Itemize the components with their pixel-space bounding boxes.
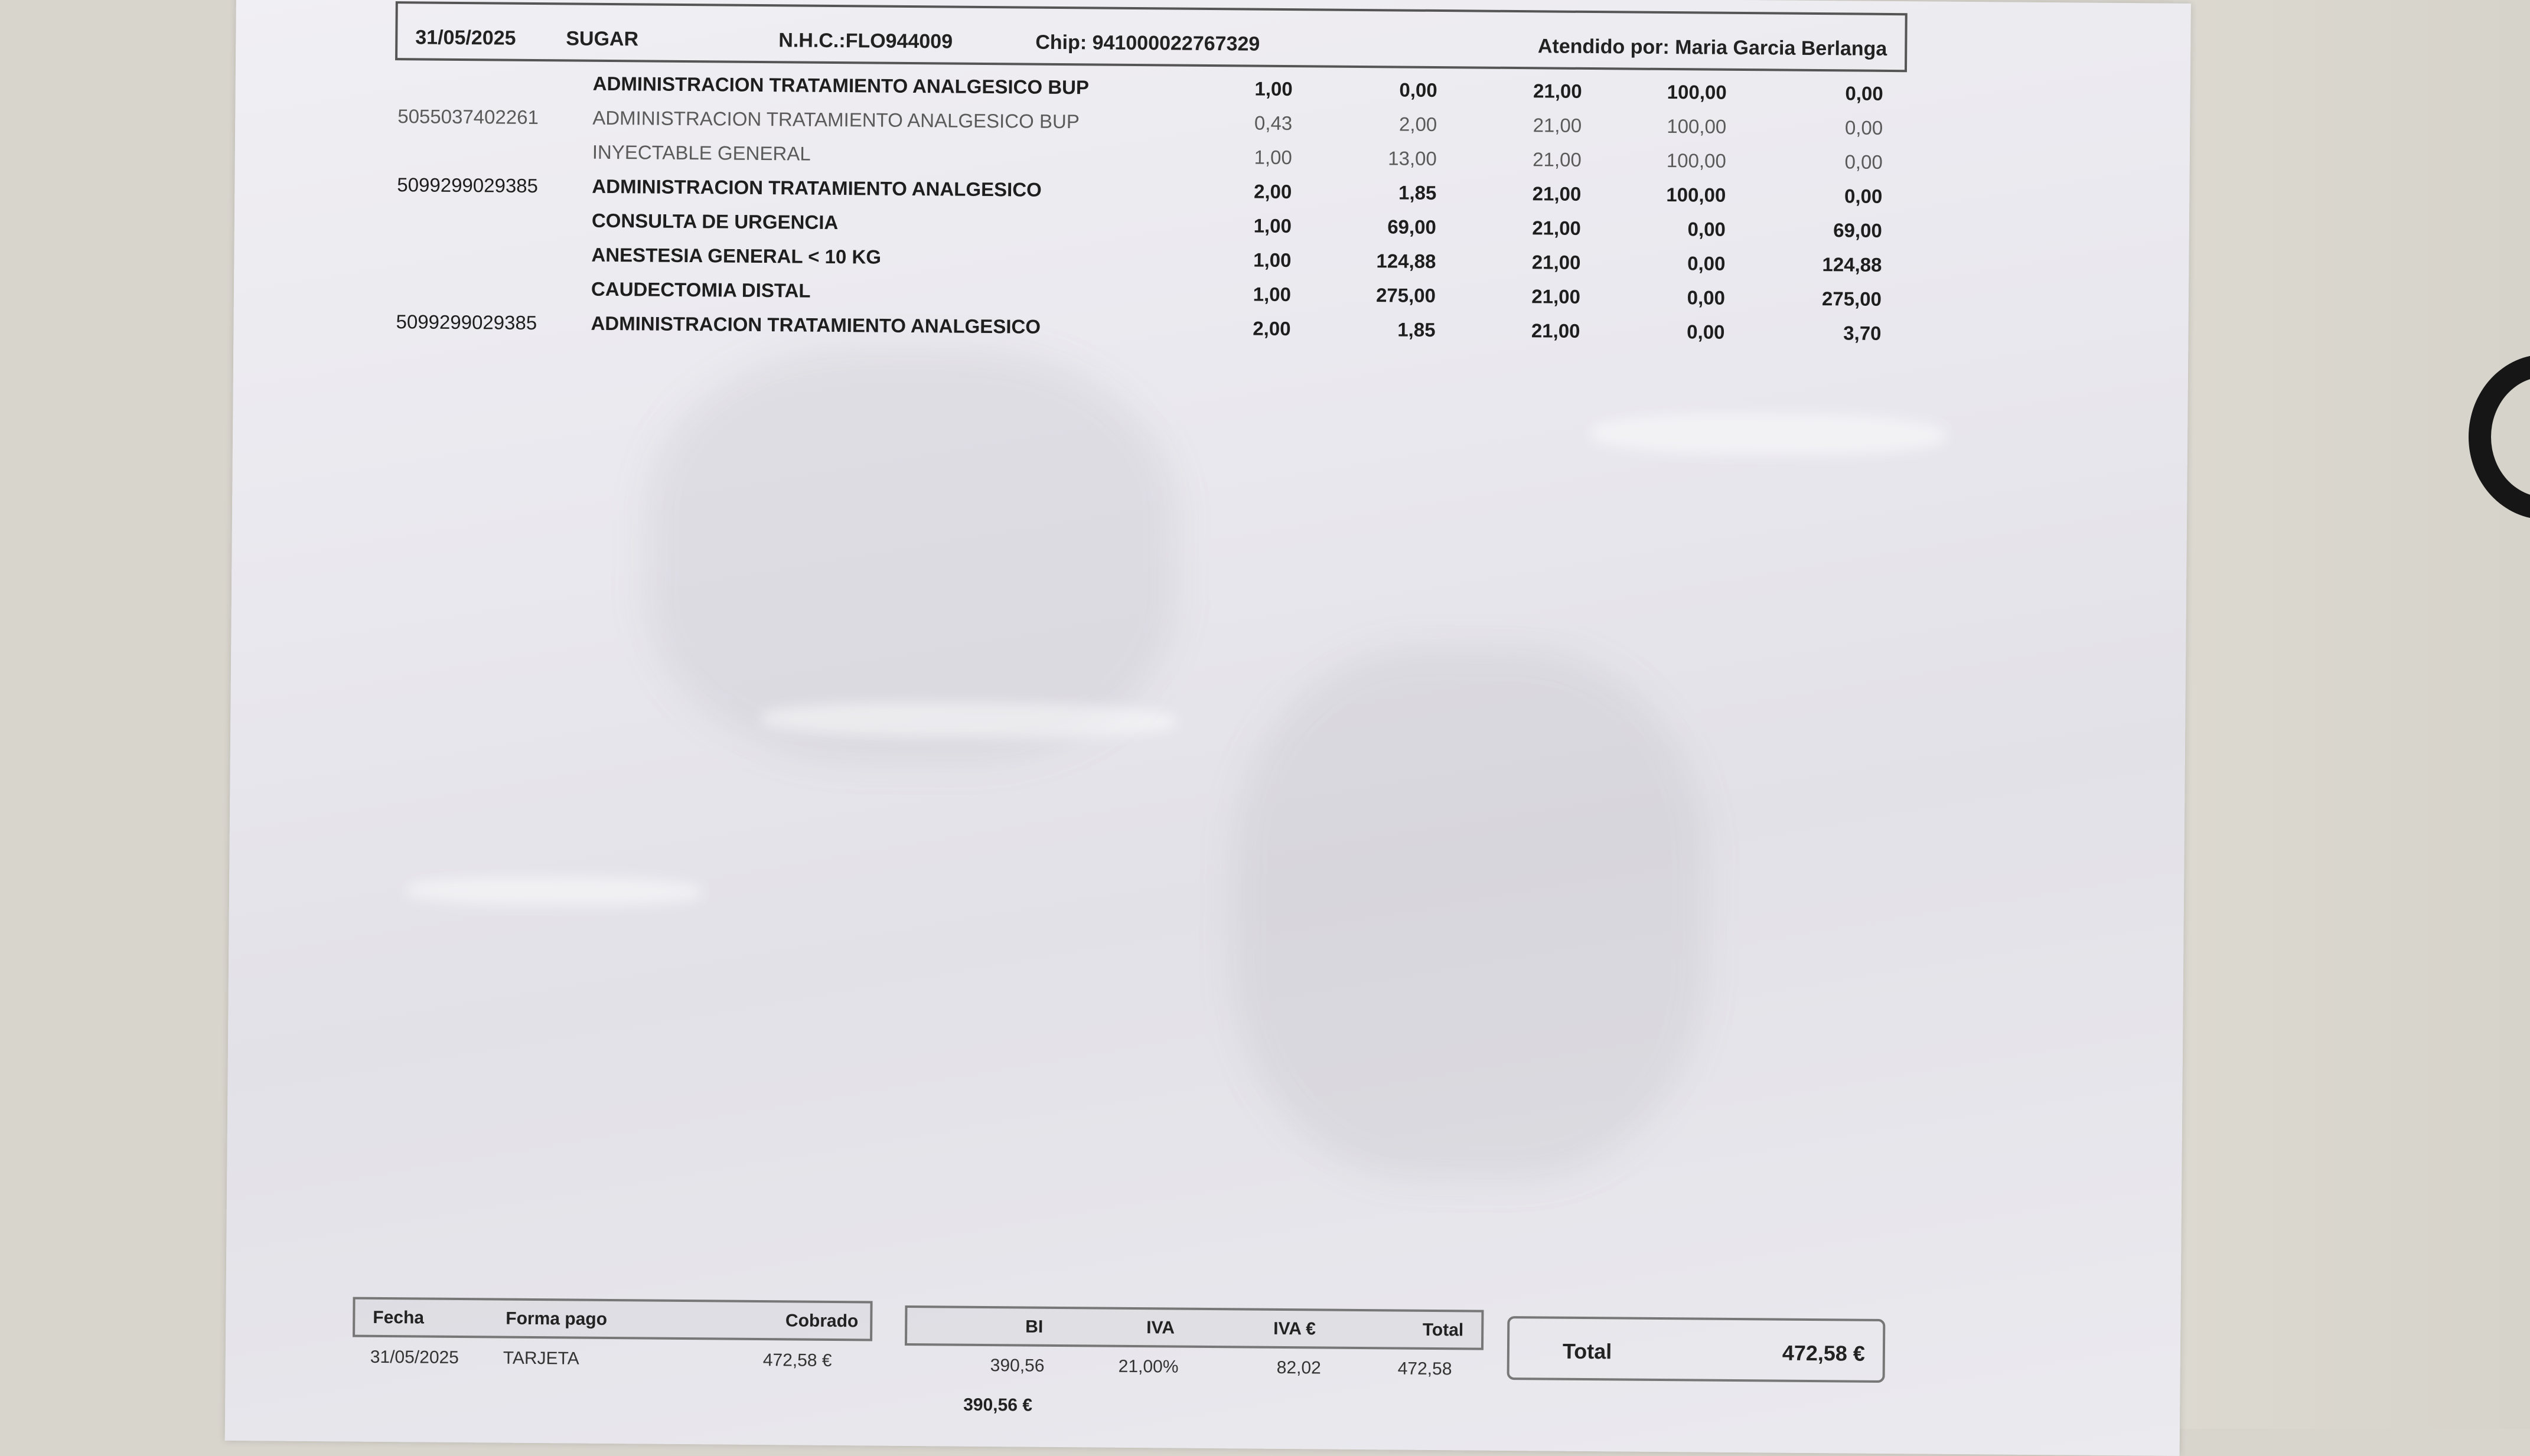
item-discount: 100,00 bbox=[1667, 115, 1727, 138]
paper-shadow bbox=[1231, 645, 1707, 1180]
desk-background bbox=[2173, 0, 2530, 1429]
header-date: 31/05/2025 bbox=[415, 26, 516, 50]
item-price: 69,00 bbox=[1387, 216, 1437, 238]
item-description: ADMINISTRACION TRATAMIENTO ANALGESICO BUP bbox=[592, 106, 1080, 133]
item-price: 2,00 bbox=[1398, 113, 1437, 135]
paper-crease bbox=[1591, 412, 1946, 456]
tax-amount-value: 82,02 bbox=[1276, 1357, 1321, 1378]
header-nhc: N.H.C.:FLO944009 bbox=[778, 29, 953, 53]
grand-total-box bbox=[1507, 1316, 1886, 1383]
item-discount: 0,00 bbox=[1687, 286, 1726, 309]
item-vat: 21,00 bbox=[1533, 148, 1582, 171]
tax-amount-header: IVA € bbox=[1273, 1318, 1316, 1339]
item-quantity: 2,00 bbox=[1253, 317, 1291, 340]
item-description: ADMINISTRACION TRATAMIENTO ANALGESICO BUP bbox=[592, 72, 1090, 99]
invoice-paper bbox=[225, 0, 2191, 1456]
tax-base-value: 390,56 bbox=[990, 1356, 1045, 1376]
payment-date-header: Fecha bbox=[373, 1307, 425, 1328]
grand-total-label: Total bbox=[1562, 1339, 1612, 1364]
item-amount: 0,00 bbox=[1844, 116, 1883, 139]
item-price: 13,00 bbox=[1388, 147, 1437, 169]
payment-method: TARJETA bbox=[503, 1348, 579, 1369]
tax-base-footer: 390,56 € bbox=[963, 1395, 1033, 1415]
payment-date: 31/05/2025 bbox=[370, 1347, 459, 1368]
item-vat: 21,00 bbox=[1531, 285, 1581, 308]
item-price: 1,85 bbox=[1398, 181, 1437, 204]
item-amount: 0,00 bbox=[1845, 82, 1883, 105]
item-quantity: 0,43 bbox=[1254, 112, 1293, 135]
item-vat: 21,00 bbox=[1532, 217, 1582, 239]
item-discount: 100,00 bbox=[1666, 184, 1726, 206]
invoice-header bbox=[395, 1, 1908, 72]
payment-method-header: Forma pago bbox=[506, 1308, 608, 1330]
item-amount: 3,70 bbox=[1843, 322, 1882, 344]
item-description: INYECTABLE GENERAL bbox=[592, 141, 811, 165]
item-quantity: 1,00 bbox=[1253, 214, 1292, 237]
paper-shadow bbox=[644, 345, 1178, 763]
grand-total-value: 472,58 € bbox=[1782, 1340, 1866, 1366]
tax-total-header: Total bbox=[1422, 1320, 1464, 1340]
item-description: ADMINISTRACION TRATAMIENTO ANALGESICO bbox=[592, 175, 1042, 201]
item-quantity: 1,00 bbox=[1254, 77, 1293, 100]
item-price: 1,85 bbox=[1397, 318, 1436, 341]
item-vat: 21,00 bbox=[1532, 182, 1582, 205]
item-amount: 275,00 bbox=[1821, 288, 1882, 310]
item-amount: 124,88 bbox=[1822, 253, 1882, 276]
header-attended-by: Atendido por: Maria Garcia Berlanga bbox=[1537, 35, 1887, 60]
payment-collected-header: Cobrado bbox=[785, 1311, 859, 1331]
tax-rate-header: IVA bbox=[1146, 1318, 1175, 1338]
item-quantity: 2,00 bbox=[1253, 180, 1292, 203]
item-description: CONSULTA DE URGENCIA bbox=[591, 209, 839, 234]
item-description: ADMINISTRACION TRATAMIENTO ANALGESICO bbox=[591, 312, 1041, 338]
item-quantity: 1,00 bbox=[1254, 146, 1292, 169]
tax-summary-header bbox=[905, 1305, 1484, 1350]
item-amount: 69,00 bbox=[1833, 219, 1883, 241]
item-quantity: 1,00 bbox=[1253, 283, 1292, 306]
item-amount: 0,00 bbox=[1844, 151, 1883, 173]
item-amount: 0,00 bbox=[1844, 185, 1883, 207]
item-discount: 100,00 bbox=[1667, 81, 1727, 103]
item-discount: 0,00 bbox=[1687, 321, 1725, 343]
payment-collected: 472,58 € bbox=[762, 1350, 832, 1370]
item-quantity: 1,00 bbox=[1253, 249, 1292, 272]
item-description: ANESTESIA GENERAL < 10 KG bbox=[591, 243, 882, 268]
header-chip: Chip: 941000022767329 bbox=[1035, 31, 1260, 56]
item-vat: 21,00 bbox=[1533, 80, 1582, 102]
header-patient: SUGAR bbox=[566, 27, 639, 51]
tax-rate-value: 21,00% bbox=[1118, 1356, 1179, 1377]
item-discount: 0,00 bbox=[1687, 218, 1726, 240]
item-code: 5099299029385 bbox=[397, 174, 539, 197]
tax-base-header: BI bbox=[1025, 1317, 1044, 1337]
item-description: CAUDECTOMIA DISTAL bbox=[591, 278, 811, 302]
item-vat: 21,00 bbox=[1533, 114, 1582, 136]
item-price: 124,88 bbox=[1376, 250, 1436, 272]
payment-header bbox=[353, 1297, 873, 1341]
item-price: 275,00 bbox=[1375, 284, 1436, 306]
item-vat: 21,00 bbox=[1531, 319, 1580, 342]
item-vat: 21,00 bbox=[1531, 251, 1581, 273]
tax-total-value: 472,58 bbox=[1397, 1359, 1452, 1379]
item-discount: 100,00 bbox=[1666, 149, 1726, 172]
item-price: 0,00 bbox=[1399, 79, 1437, 101]
item-code: 5099299029385 bbox=[396, 311, 537, 334]
item-discount: 0,00 bbox=[1687, 252, 1726, 275]
paper-crease bbox=[406, 875, 702, 907]
item-code: 5055037402261 bbox=[397, 105, 539, 129]
